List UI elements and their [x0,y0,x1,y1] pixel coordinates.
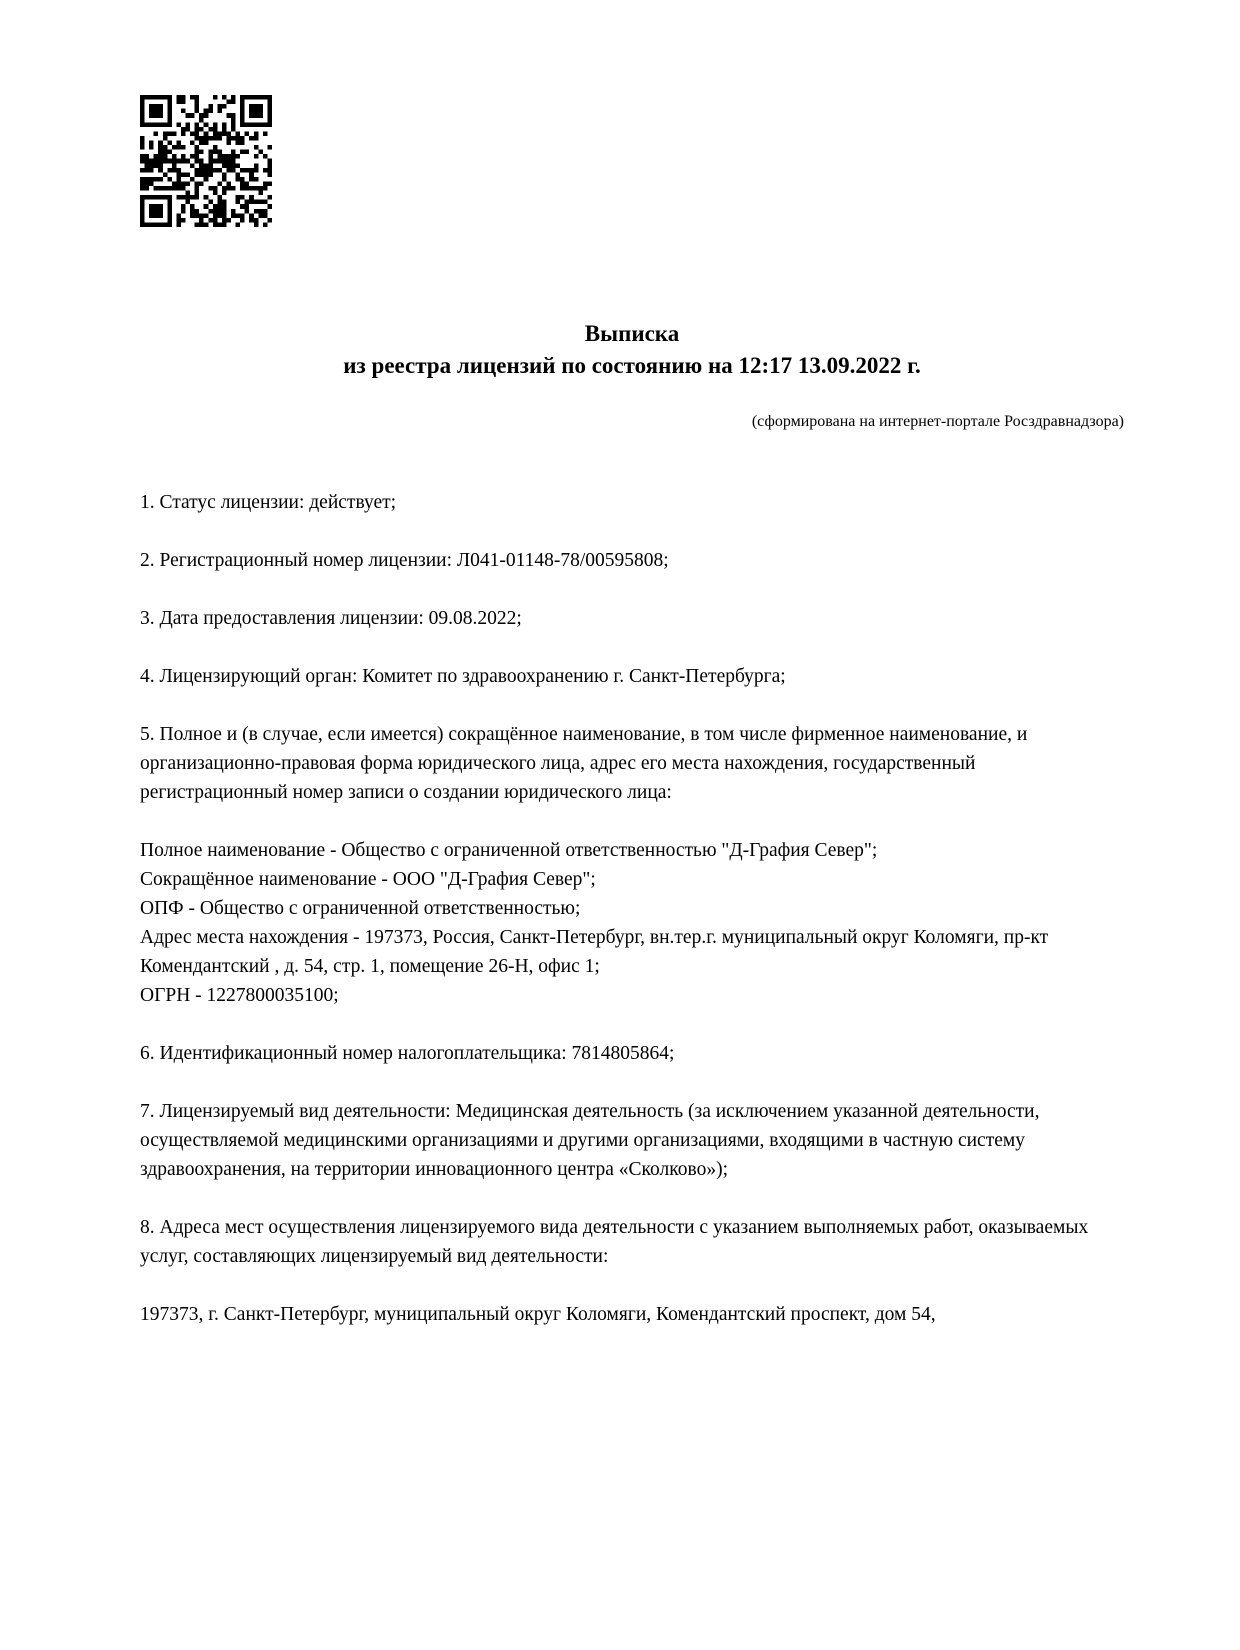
document-line: 197373, г. Санкт-Петербург, муниципальный округ Коломяги, Комендантский проспект, дом 54, [140,1304,936,1325]
document-line: Адрес места нахождения - 197373, Россия, Санкт-Петербург, вн.тер.г. муниципальный округ Коломяги, пр-кт Комендантский , д. 54, стр. 1, помещение 26-Н, офис 1; [140,927,1049,977]
document-line: 4. Лицензирующий орган: Комитет по здравоохранению г. Санкт-Петербурга; [140,666,786,687]
document-paragraph [140,488,1124,517]
document-title-line1: Выписка [584,321,680,346]
document-line: 6. Идентификационный номер налогоплательщика: 7814805864; [140,1043,675,1064]
document-paragraph [140,720,1124,807]
document-title-line2: из реестра лицензий по состоянию на 12:17 13.09.2022 г. [343,353,921,378]
document-paragraph [140,836,1124,1010]
document-line: 7. Лицензируемый вид деятельности: Медицинская деятельность (за исключением указанной деятельности, осуществляемой медицинскими организациями и другими организациями, входящими в частную систему здравоохранения, на территории инновационного центра «Сколково»); [140,1101,1040,1180]
document-subtitle: (сформирована на интернет-портале Росздравнадзора) [751,413,1124,430]
document-line: 2. Регистрационный номер лицензии: Л041-01148-78/00595808; [140,550,669,571]
document-line: 5. Полное и (в случае, если имеется) сокращённое наименование, в том числе фирменное наименование, и организационно-правовая форма юридического лица, адрес его места нахождения, государственный регистрационный номер записи о создании юридического лица: [140,724,1028,803]
document-line: 8. Адреса мест осуществления лицензируемого вида деятельности с указанием выполняемых работ, оказываемых услуг, составляющих лицензируемый вид деятельности: [140,1217,1089,1267]
document-line: ОГРН - 1227800035100; [140,985,339,1006]
document-paragraph [140,1039,1124,1068]
document-paragraph [140,1300,1124,1329]
document-body [140,488,1124,1329]
document-line: 3. Дата предоставления лицензии: 09.08.2022; [140,608,522,629]
document-line: ОПФ - Общество с ограниченной ответственностью; [140,898,581,919]
document-title [140,0,1124,382]
document-paragraph [140,1097,1124,1184]
document-paragraph [140,604,1124,633]
document-line: Сокращённое наименование - ООО "Д-Графия Север"; [140,869,596,890]
document-paragraph [140,546,1124,575]
document-line: 1. Статус лицензии: действует; [140,492,397,513]
document-paragraph [140,662,1124,691]
document-paragraph [140,1213,1124,1271]
document-line: Полное наименование - Общество с ограниченной ответственностью "Д-Графия Север"; [140,840,878,861]
qr-code-icon [140,95,272,227]
